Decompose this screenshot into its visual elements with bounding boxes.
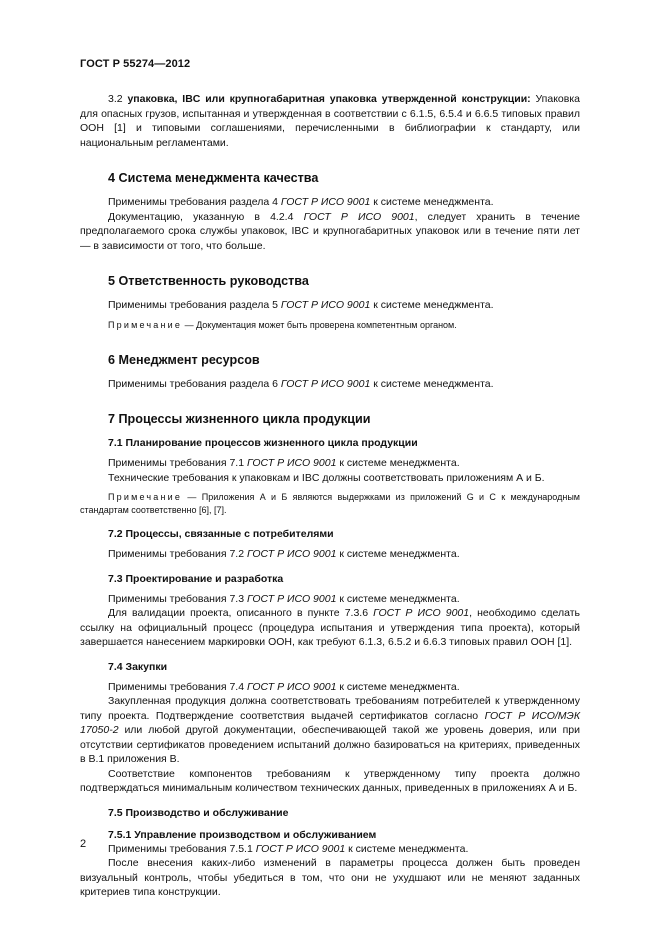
text: Применимы требования 7.4: [108, 680, 247, 693]
section-5-note: [80, 319, 580, 332]
subsection-7-1-paragraph-1: [80, 456, 580, 471]
subsection-7-1-paragraph-2: Технические требования к упаковкам и IBC должны соответствовать приложениям А и Б.: [108, 471, 545, 484]
text: Применимы требования 7.3: [108, 592, 247, 605]
subsection-7-2-heading: 7.2 Процессы, связанные с потребителями: [108, 528, 334, 540]
text: к системе менеджмента.: [336, 457, 460, 469]
subsection-7-3-heading: 7.3 Проектирование и разработка: [108, 572, 284, 585]
section-5-paragraph-1: [80, 298, 580, 313]
standard-reference: ГОСТ Р ИСО 9001: [246, 680, 337, 693]
section-7-heading: 7 Процессы жизненного цикла продукции: [108, 412, 371, 426]
subsection-7-5-1-heading: 7.5.1 Управление производством и обслуживанием: [108, 828, 377, 841]
note-text: — Документация может быть проверена компетентным органом.: [182, 319, 457, 330]
text: Применимы требования 7.1: [108, 457, 247, 469]
section-6-paragraph-1: [80, 377, 580, 392]
standard-reference: ГОСТ Р ИСО 9001: [255, 842, 346, 855]
subsection-7-2-paragraph-1: [80, 547, 580, 562]
section-6-heading: 6 Менеджмент ресурсов: [108, 352, 260, 367]
text: Документацию, указанную в 4.2.4: [108, 210, 304, 223]
subsection-7-1-note: [80, 491, 580, 517]
text: или любой другой документации, обеспечивающей такой же уровень доверия, или при отсутствии сертификатов проведением испытаний должно базироваться на критериях, приведенных в В.1 приложения В.: [80, 724, 580, 765]
standard-reference: ГОСТ Р ИСО 9001: [280, 196, 371, 208]
text: Применимы требования раздела 6: [108, 377, 281, 390]
section-4-paragraph-1: [80, 195, 580, 210]
subsection-7-5-1-paragraph-2: После внесения каких-либо изменений в параметры процесса должен быть проведен визуальный контроль, чтобы убедиться в том, что они не ухудшают или не меняют заданных критериев типа конструкции.: [80, 857, 580, 898]
text: Закупленная продукция должна соответствовать требованиям потребителей к утвержденному типу проекта. Подтверждение соответствия выдачей сертификатов согласно: [80, 695, 580, 722]
standard-reference: ГОСТ Р ИСО 9001: [280, 299, 371, 311]
subsection-7-4-paragraph-3: Соответствие компонентов требованиям к утвержденному типу проекта должно подтверждаться минимальным количеством технических данных, приведенных в приложениях А и Б.: [80, 767, 580, 794]
text: Для валидации проекта, описанного в пункте 7.3.6: [108, 607, 374, 619]
subsection-7-4-heading: 7.4 Закупки: [108, 660, 168, 673]
subsection-7-4-paragraph-1: [80, 680, 580, 695]
clause-number: 3.2: [108, 93, 128, 105]
standard-reference: ГОСТ Р ИСО 9001: [246, 457, 337, 469]
note-label: Примечание: [108, 492, 183, 502]
page-number: 2: [80, 838, 87, 850]
section-5-heading: 5 Ответственность руководства: [108, 274, 309, 288]
subsection-7-5-1-paragraph-1: [80, 842, 580, 857]
standard-reference: ГОСТ Р ИСО/МЭК 17050-2: [80, 709, 581, 736]
text: Применимы требования 7.2: [108, 548, 247, 560]
subsection-7-5-heading: 7.5 Производство и обслуживание: [108, 806, 289, 819]
running-header: ГОСТ Р 55274—2012: [80, 58, 191, 70]
subsection-7-4-paragraph-2: [80, 694, 580, 767]
definition-text: Упаковка для опасных грузов, испытанная и утвержденная в соответствии с 6.1.5, 6.5.4 и 6.6.5 типовых правил ООН [1] и типовыми соглашениями, перечисленными в библиографии к стандарту, или национальным регламентами.: [80, 93, 581, 149]
text: к системе менеджмента.: [336, 548, 460, 560]
subsection-7-3-paragraph-1: [80, 592, 580, 607]
text: Применимы требования 7.5.1: [108, 842, 256, 855]
note-label: Примечание: [108, 319, 183, 330]
text: , следует хранить в течение предполагаемого срока службы упаковок, IBC и крупногабаритных упаковок или в течение пяти лет — в зависимости от того, что больше.: [80, 210, 580, 252]
text: к системе менеджмента.: [336, 592, 460, 605]
standard-reference: ГОСТ Р ИСО 9001: [280, 377, 371, 390]
definition-3-2: [80, 92, 580, 150]
subsection-7-1-heading: 7.1 Планирование процессов жизненного цикла продукции: [108, 437, 418, 449]
section-4-heading: 4 Система менеджмента качества: [108, 171, 319, 185]
note-text: — Приложения А и Б являются выдержками из приложений G и С к международным стандартам соответственно [6], [7].: [80, 492, 580, 515]
text: к системе менеджмента.: [370, 377, 494, 390]
standard-reference: ГОСТ Р ИСО 9001: [303, 210, 415, 223]
text: , необходимо сделать ссылку на официальный процесс (процедура испытания и утверждения типа проекта), который завершается нанесением маркировки ООН, как требуют 6.1.3, 6.5.2 и 6.6.3 типовых правил ООН [1].: [80, 607, 580, 648]
section-4-paragraph-2: [80, 210, 580, 254]
subsection-7-3-paragraph-2: [80, 606, 580, 650]
defined-term: упаковка, IBC или крупногабаритная упаковка утвержденной конструкции:: [127, 93, 531, 105]
standard-reference: ГОСТ Р ИСО 9001: [373, 607, 470, 619]
text: к системе менеджмента.: [370, 196, 494, 208]
text: к системе менеджмента.: [345, 842, 469, 855]
text: к системе менеджмента.: [370, 299, 494, 311]
text: к системе менеджмента.: [336, 680, 460, 693]
text: Применимы требования раздела 5: [108, 299, 281, 311]
page-content: [80, 92, 580, 900]
text: Применимы требования раздела 4: [108, 196, 281, 208]
standard-reference: ГОСТ Р ИСО 9001: [246, 592, 337, 605]
standard-reference: ГОСТ Р ИСО 9001: [246, 548, 337, 560]
